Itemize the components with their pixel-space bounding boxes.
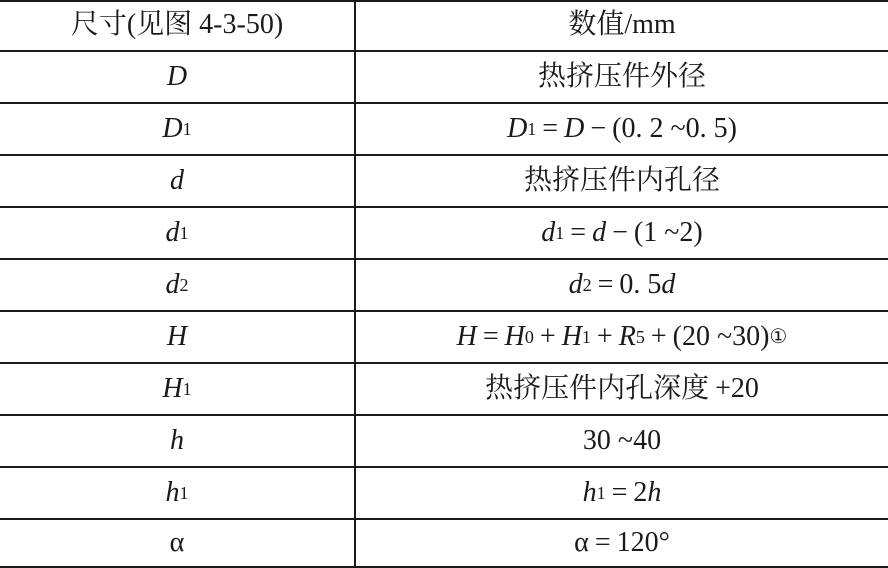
symbol-cell: α <box>169 527 185 558</box>
symbol-cell: H 1 <box>162 373 192 404</box>
table-row <box>0 520 888 566</box>
table-row <box>0 104 888 156</box>
symbol-cell: d 1 <box>165 217 189 248</box>
value-cell: 热挤压件外径 <box>537 61 706 92</box>
header-dimension: 尺寸(见图 4-3-50) <box>70 9 284 40</box>
table-row <box>0 364 888 416</box>
table-row <box>0 416 888 468</box>
header-value: 数值/mm <box>568 9 676 40</box>
symbol-cell: h 1 <box>165 477 189 508</box>
symbol-cell: D <box>166 61 188 92</box>
symbol-cell: D 1 <box>162 113 192 144</box>
symbol-cell: H <box>166 321 188 352</box>
table-row <box>0 312 888 364</box>
footnote-marker: ① <box>769 326 788 348</box>
table-row <box>0 208 888 260</box>
table-row <box>0 260 888 312</box>
value-cell: h 1 = 2 h <box>582 477 662 508</box>
table-row <box>0 468 888 520</box>
value-cell: 热挤压件内孔深度 +20 <box>485 373 759 404</box>
symbol-cell: d 2 <box>165 269 189 300</box>
value-cell: D 1 = D − (0. 2 ~0. 5) <box>507 113 737 144</box>
table-header-row <box>0 0 888 52</box>
value-cell: 30 ~40 <box>582 425 662 456</box>
value-cell: H = H 0 + H 1 + R 5 + (20 ~30) ① <box>456 321 788 352</box>
table-row <box>0 156 888 208</box>
symbol-cell: h <box>170 425 184 456</box>
value-cell: d 1 = d − (1 ~2) <box>541 217 703 248</box>
value-cell: α = 120° <box>574 527 670 558</box>
value-cell: d 2 = 0. 5 d <box>568 269 676 300</box>
table-row <box>0 52 888 104</box>
value-cell: 热挤压件内孔径 <box>523 165 720 196</box>
symbol-cell: d <box>170 165 184 196</box>
